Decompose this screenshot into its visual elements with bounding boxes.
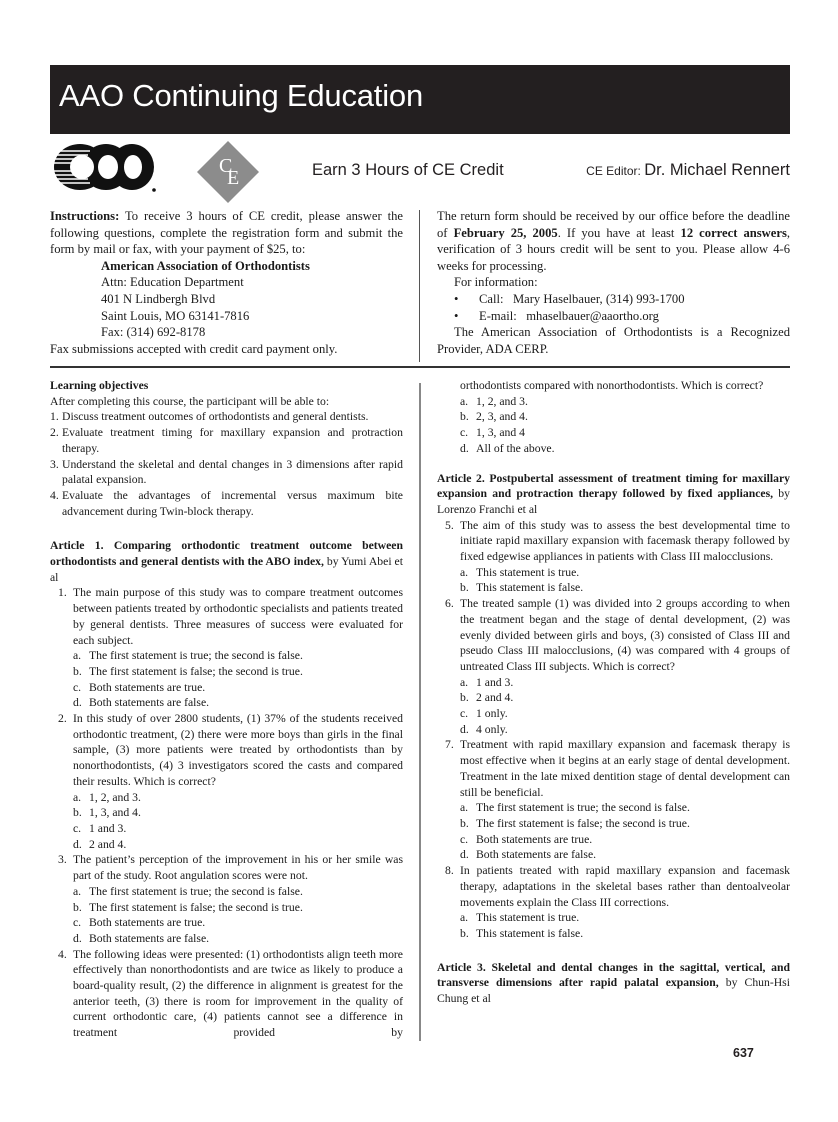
header-banner [50,65,790,134]
ce-editor-label: CE Editor: [586,164,645,178]
answer-option[interactable]: a. 1, 2, and 3. [73,790,141,804]
answer-option[interactable]: b. This statement is false. [460,926,584,940]
street-address: 401 N Lindbergh Blvd [101,291,216,306]
page-number: 637 [733,1046,754,1060]
objective-item: 4. Evaluate the advantages of incremental versus maximum bite advancement during Twin-block therapy. [50,488,403,518]
article-1-heading: Article 1. Comparing orthodontic treatment outcome between orthodontists and general dentists with the ABO index, by Yumi Abei et al [50,539,403,584]
answer-option[interactable]: d. All of the above. [460,441,555,455]
logo-row [50,138,790,204]
ce-editor [586,161,790,180]
article-3-heading: Article 3. Skeletal and dental changes in the sagittal, vertical, and transverse dimensions after rapid palatal expansion, by Chun-Hsi Chung et al [437,960,790,1006]
provider-note: The American Association of Orthodontists is a Recognized Provider, ADA CERP. [437,325,790,356]
answer-option[interactable]: d. Both statements are false. [73,931,210,945]
instructions-text: Instructions: To receive 3 hours of CE credit, please answer the following questions, complete the registration form and submit the form by mail or fax, with your payment of $25, to: [50,209,403,257]
objective-item: 2. Evaluate treatment timing for maxillary expansion and protraction therapy. [50,426,403,455]
question-2: 2. In this study of over 2800 students, (1) 37% of the students received orthodontic treatment, (2) there were more boys than girls in the final sample, (3) more patients were treated by orthodontists than by nonorthodontists, (4) 3 investigators scored the casts and compared their results. Which is correct? [58,712,403,788]
column-divider [419,383,421,1041]
answer-option[interactable]: a. The first statement is true; the second is false. [73,649,303,663]
return-text: The return form should be received by our office before the deadline of February 25, 2005. If you have at least 12 correct answers, verification of 3 hours credit will be sent to you. Please allow 4-6 weeks for processing. [437,209,790,273]
question-1: 1. The main purpose of this study was to compare treatment outcomes between patients treated by orthodontic specialists and patients treated by general dentists. Three measures of success were evaluated for each subject. [58,586,403,647]
answer-option[interactable]: a. 1, 2, and 3. [460,394,528,408]
answer-option[interactable]: d. Both statements are false. [73,696,210,710]
call-contact: • Call: Mary Haselbauer, (314) 993-1700 [454,291,685,306]
answer-option[interactable]: b. The first statement is false; the second is true. [73,664,303,678]
aao-logo-icon [50,142,158,194]
page-title: AAO Continuing Education [59,78,423,113]
answer-option[interactable]: a. This statement is true. [460,565,580,579]
answer-option[interactable]: c. 1, 3, and 4 [460,426,526,440]
answer-option[interactable]: b. This statement is false. [460,581,584,595]
answer-option[interactable]: b. 1, 3, and 4. [73,806,141,820]
answer-option[interactable]: c. 1 and 3. [73,821,127,835]
answer-option[interactable]: a. The first statement is true; the second is false. [73,884,303,898]
credit-hours-label: Earn 3 Hours of CE Credit [312,161,504,179]
fax-number: Fax: (314) 692-8178 [101,325,206,340]
right-column [437,378,790,1007]
objectives-heading: Learning objectives [50,379,149,392]
answer-option[interactable]: c. 1 only. [460,707,508,721]
objectives-intro: After completing this course, the participant will be able to: [50,394,330,408]
question-4-continuation: orthodontists compared with nonorthodontists. Which is correct? [460,379,764,392]
left-column [50,378,403,1041]
answer-option[interactable]: a. This statement is true. [460,911,580,925]
answer-option[interactable]: c. Both statements are true. [460,832,593,846]
question-5: 5. The aim of this study was to assess the best developmental time to initiate rapid maxillary expansion with facemask therapy followed by fixed edgewise appliances in patients with Class III malocclusions. [445,518,790,564]
city-address: Saint Louis, MO 63141-7816 [101,308,250,323]
answer-option[interactable]: d. 4 only. [460,722,508,736]
objective-item: 1. Discuss treatment outcomes of orthodontists and general dentists. [50,410,369,424]
answer-option[interactable]: d. 2 and 4. [73,837,127,851]
ce-logo-icon [197,141,259,203]
org-name: American Association of Orthodontists [101,258,310,273]
section-divider [50,366,790,368]
instructions-section [50,208,790,362]
question-4: 4. The following ideas were presented: (1) orthodontists align teeth more effectively than nonorthodontists and are twice as likely to produce a board-quality result, (2) the difference in alignment is greatest for the anterior teeth, (3) there is room for improvement in the quality of current orthodontic care, (4) patients cannot see a difference in treatment provided by [58,947,403,1040]
answer-option[interactable]: c. Both statements are true. [73,680,206,694]
question-8: 8. In patients treated with rapid maxillary expansion and facemask therapy, adaptations in the skeletal bases rather than dentoalveolar movements explain the Class III corrections. [445,864,790,909]
answer-option[interactable]: a. The first statement is true; the second is false. [460,801,690,815]
answer-option[interactable]: b. 2 and 4. [460,691,514,705]
instructions-column [50,208,403,357]
svg-text:E: E [227,167,240,189]
attn-line: Attn: Education Department [101,275,244,290]
answer-option[interactable]: b. 2, 3, and 4. [460,410,528,424]
article-2-heading: Article 2. Postpubertal assessment of treatment timing for maxillary expansion and protraction therapy followed by fixed appliances, by Lorenzo Franchi et al [437,471,790,516]
answer-option[interactable]: b. The first statement is false; the second is true. [460,816,690,830]
column-divider [419,210,420,362]
question-6: 6. The treated sample (1) was divided into 2 groups according to when the treatment began and the stage of dental development, (2) was evenly divided between girls and boys, (3) consisted of Class III and pseudo Class III malocclusions, (4) was compared with 4 groups of untreated Class III subjects. Which is correct? [445,597,790,673]
answer-option[interactable]: c. Both statements are true. [73,916,206,930]
answer-option[interactable]: b. The first statement is false; the second is true. [73,900,303,914]
for-information: For information: [454,275,538,290]
return-info-column [437,208,790,357]
fax-note: Fax submissions accepted with credit card payment only. [50,341,338,356]
answer-option[interactable]: d. Both statements are false. [460,848,597,862]
question-3: 3. The patient’s perception of the improvement in his or her smile was part of the study. Root angulation scores were not. [58,853,403,883]
email-link[interactable]: mhaselbauer@aaortho.org [526,308,659,323]
answer-option[interactable]: a. 1 and 3. [460,675,514,689]
svg-text:C: C [219,155,233,177]
question-7: 7. Treatment with rapid maxillary expansion and facemask therapy is most effective when it begins at an early stage of dental development. Treatment in the late mixed dentition stage of dental development can still be beneficial. [445,738,790,799]
email-contact[interactable]: • E-mail: mhaselbauer@aaortho.org [454,308,659,323]
objective-item: 3. Understand the skeletal and dental changes in 3 dimensions after rapid palatal expansion. [50,457,403,487]
ce-editor-name: Dr. Michael Rennert [644,161,790,179]
